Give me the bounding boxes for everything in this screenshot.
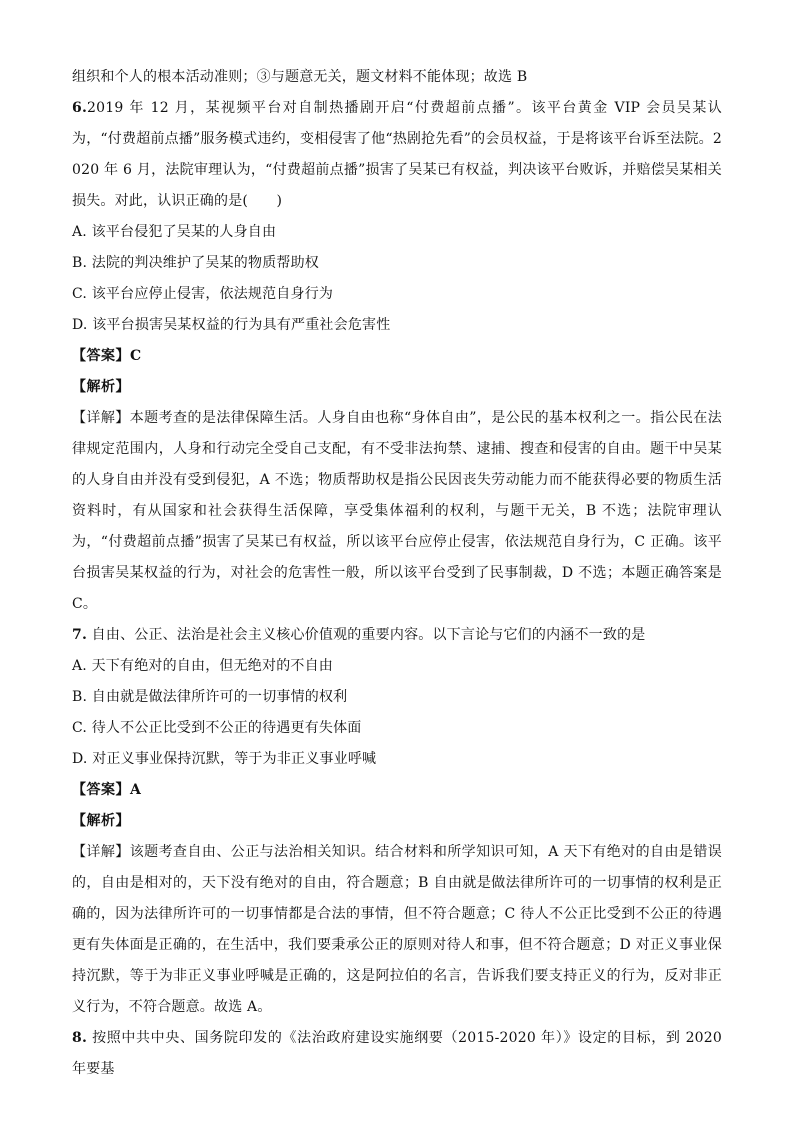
q7-answer: 【答案】A bbox=[72, 782, 142, 798]
document-page bbox=[72, 62, 722, 1085]
question-6 bbox=[72, 93, 722, 217]
q6-option-d: D. 该平台损害吴某权益的行为具有严重社会危害性 bbox=[72, 317, 391, 333]
question-6-stem: 2019 年 12 月，某视频平台对自制热播剧开启“付费超前点播”。该平台黄金 VIP 会员吴某认为，“付费超前点播”服务模式违约，变相侵害了他“热剧抢先看”的会员权益，于是将该平台诉至法院。2020 年 6 月，法院审理认为，“付费超前点播”损害了吴某已有权益，判决该平台败诉，并赔偿吴某相关损失。对此，认识正确的是( ) bbox=[72, 100, 722, 209]
q7-option-c: C. 待人不公正比受到不公正的待遇更有失体面 bbox=[72, 720, 362, 736]
question-7 bbox=[72, 620, 722, 651]
question-7-stem: 自由、公正、法治是社会主义核心价值观的重要内容。以下言论与它们的内涵不一致的是 bbox=[91, 627, 646, 643]
q7-option-b: B. 自由就是做法律所许可的一切事情的权利 bbox=[72, 689, 348, 705]
question-8-number: 8. bbox=[72, 1030, 88, 1046]
question-8-stem: 按照中共中央、国务院印发的《法治政府建设实施纲要（2015-2020 年）》设定的目标，到 2020 年要基 bbox=[72, 1030, 722, 1077]
question-6-number: 6. bbox=[72, 100, 88, 116]
q6-option-c: C. 该平台应停止侵害，依法规范自身行为 bbox=[72, 286, 334, 302]
q7-option-a: A. 天下有绝对的自由，但无绝对的不自由 bbox=[72, 658, 334, 674]
q7-option-d: D. 对正义事业保持沉默，等于为非正义事业呼喊 bbox=[72, 751, 377, 767]
q6-answer: 【答案】C bbox=[72, 348, 142, 364]
q6-detail: 【详解】本题考查的是法律保障生活。人身自由也称“身体自由”，是公民的基本权利之一。指公民在法律规定范围内，人身和行动完全受自己支配，有不受非法拘禁、逮捕、搜查和侵害的自由。题干中吴某的人身自由并没有受到侵犯，A 不选；物质帮助权是指公民因丧失劳动能力而不能获得必要的物质生活资料时，有从国家和社会获得生活保障，享受集体福利的权利，与题干无关，B 不选；法院审理认为，“付费超前点播”损害了吴某已有权益，所以该平台应停止侵害，依法规范自身行为，C 正确。该平台损害吴某权益的行为，对社会的危害性一般，所以该平台受到了民事制裁，D 不选；本题正确答案是 C。 bbox=[72, 410, 722, 612]
q7-analysis-label: 【解析】 bbox=[72, 813, 130, 829]
q6-analysis-label: 【解析】 bbox=[72, 379, 130, 395]
prev-explanation-tail: 组织和个人的根本活动准则；③与题意无关，题文材料不能体现；故选 B bbox=[72, 69, 528, 85]
q6-option-b: B. 法院的判决维护了吴某的物质帮助权 bbox=[72, 255, 319, 271]
q7-detail: 【详解】该题考查自由、公正与法治相关知识。结合材料和所学知识可知，A 天下有绝对的自由是错误的，自由是相对的，天下没有绝对的自由，符合题意；B 自由就是做法律所许可的一切事情的权利是正确的，因为法律所许可的一切事情都是合法的事情，但不符合题意；C 待人不公正比受到不公正的待遇更有失体面是正确的，在生活中，我们要秉承公正的原则对待人和事，但不符合题意；D 对正义事业保持沉默，等于为非正义事业呼喊是正确的，这是阿拉伯的名言，告诉我们要支持正义的行为，反对非正义行为，不符合题意。故选 A。 bbox=[72, 844, 722, 1015]
q6-option-a: A. 该平台侵犯了吴某的人身自由 bbox=[72, 224, 277, 240]
question-7-number: 7. bbox=[72, 627, 88, 643]
question-8 bbox=[72, 1023, 722, 1085]
